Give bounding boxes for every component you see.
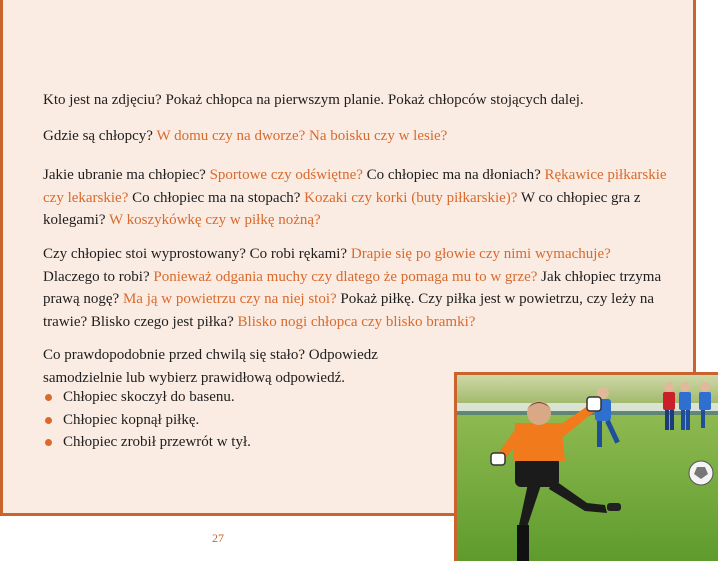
suggested-answer-text: Ponieważ odgania muchy czy dlatego że pomaga mu to w grze?: [153, 268, 538, 285]
suggested-answer-text: W koszykówkę czy w piłkę nożną?: [108, 212, 321, 228]
question-text: Jakie ubranie ma chłopiec?: [43, 167, 210, 183]
paragraph-action: [43, 243, 671, 333]
bullet-dot-icon: [45, 394, 52, 401]
question-text: W co chłopiec gra z kolegami?: [43, 189, 641, 228]
paragraph-where: [43, 125, 671, 148]
suggested-answer-text: Rękawice piłkarskie czy lekarskie?: [43, 167, 667, 206]
question-text: Co prawdopodobnie przed chwilą się stało? Odpowiedz samodzielnie lub wybierz prawidłową odpowiedź.: [43, 347, 378, 386]
answer-options: [43, 386, 251, 454]
suggested-answer-text: Blisko nogi chłopca czy blisko bramki?: [237, 313, 476, 330]
suggested-answer-text: W domu czy na dworze? Na boisku czy w lesie?: [156, 128, 448, 144]
question-text: Jak chłopiec trzyma prawą nogę?: [43, 268, 662, 307]
paragraph-who: [43, 89, 671, 112]
suggested-answer-text: Sportowe czy odświętne?: [209, 167, 363, 183]
question-text: Co chłopiec ma na dłoniach?: [362, 167, 545, 183]
question-text: Czy chłopiec stoi wyprostowany? Co robi rękami?: [43, 246, 351, 262]
answer-option-text: Chłopiec kopnął piłkę.: [63, 411, 200, 428]
soccer-photo-illustration: [457, 375, 718, 561]
soccer-ball: [689, 461, 713, 485]
answer-option: [43, 386, 251, 409]
page-number: 27: [212, 531, 224, 545]
bullet-dot-icon: [45, 417, 52, 424]
question-text: Dlaczego to robi?: [43, 268, 154, 285]
answer-option-text: Chłopiec skoczył do basenu.: [63, 389, 235, 405]
suggested-answer-text: Ma ją w powietrzu czy na niej stoi?: [122, 291, 337, 307]
question-text: Pokaż piłkę. Czy piłka jest w powietrzu, czy leży na trawie? Blisko czego jest piłka?: [43, 291, 655, 330]
paragraph-what-happened: [43, 344, 447, 389]
question-text: Gdzie są chłopcy?: [43, 128, 157, 144]
answer-option: [43, 431, 251, 454]
question-text: Co chłopiec ma na stopach?: [128, 189, 305, 206]
soccer-photo: [454, 372, 718, 561]
answer-option-text: Chłopiec zrobił przewrót w tył.: [63, 434, 251, 450]
suggested-answer-text: Kozaki czy korki (buty piłkarskie)?: [304, 189, 518, 206]
bullet-dot-icon: [45, 439, 52, 446]
answer-option: [43, 409, 251, 432]
paragraph-clothing: [43, 164, 671, 232]
suggested-answer-text: Drapie się po głowie czy nimi wymachuje?: [350, 246, 611, 262]
question-text: Kto jest na zdjęciu? Pokaż chłopca na pierwszym planie. Pokaż chłopców stojących dalej.: [43, 92, 584, 108]
